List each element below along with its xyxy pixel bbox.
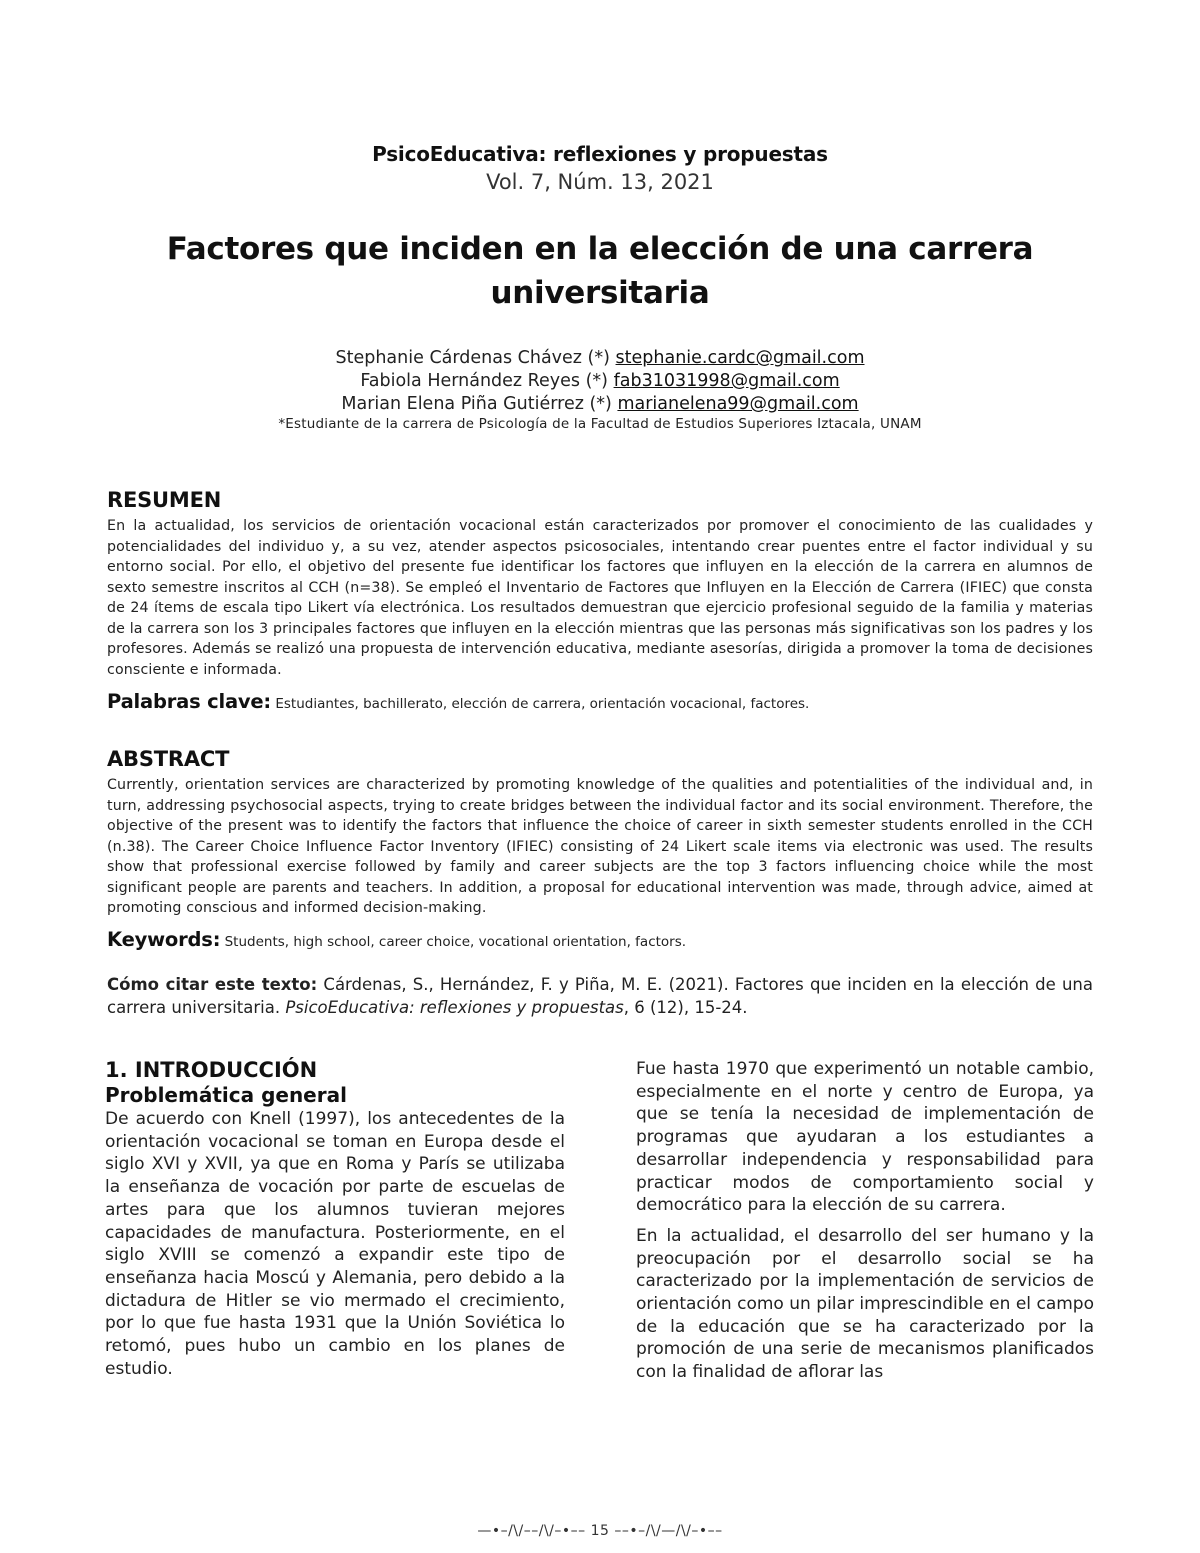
- author-line: [0, 347, 1200, 370]
- citation: [107, 973, 1093, 1019]
- citation-text: Cárdenas, S., Hernández, F. y Piña, M. E. (2021). Factores que inciden en la elección de una carrera universitaria.: [107, 975, 1094, 1017]
- author-name: Stephanie Cárdenas Chávez (*): [335, 348, 616, 368]
- introduction-heading: 1. INTRODUCCIÓN: [105, 1058, 318, 1082]
- abstract-heading: ABSTRACT: [107, 747, 230, 771]
- author-list: [0, 347, 1200, 416]
- author-name: Fabiola Hernández Reyes (*): [360, 371, 614, 391]
- palabras-clave: [107, 690, 1093, 713]
- left-column: [105, 1058, 565, 1388]
- palabras-clave-label: Palabras clave:: [107, 690, 272, 713]
- author-line: [0, 370, 1200, 393]
- author-name: Marian Elena Piña Gutiérrez (*): [341, 394, 618, 414]
- body-paragraph: Fue hasta 1970 que experimentó un notable cambio, especialmente en el norte y centro de Europa, ya que se tenía la necesidad de implementación de programas que ayudaran a los estudiantes a desarrollar independencia y responsabilidad para practicar modos de comportamiento social y democrático para la elección de su carrera.: [636, 1059, 1094, 1216]
- palabras-clave-text: Estudiantes, bachillerato, elección de carrera, orientación vocacional, factores.: [271, 696, 810, 712]
- author-email-link[interactable]: stephanie.cardc@gmail.com: [615, 348, 865, 368]
- right-column: [636, 1058, 1094, 1392]
- author-line: [0, 393, 1200, 416]
- author-email-link[interactable]: marianelena99@gmail.com: [617, 394, 859, 414]
- citation-journal: PsicoEducativa: reflexiones y propuestas: [285, 998, 624, 1017]
- introduction-subheading: Problemática general: [105, 1083, 347, 1107]
- author-email-link[interactable]: fab31031998@gmail.com: [613, 371, 840, 391]
- paper-title: Factores que inciden en la elección de una carrera universitaria: [166, 231, 1034, 311]
- citation-volume: , 6 (12), 15-24.: [623, 998, 748, 1017]
- body-paragraph: De acuerdo con Knell (1997), los antecedentes de la orientación vocacional se toman en Europa desde el siglo XVI y XVII, ya que en Roma y París se utilizaba la enseñanza de vocación por parte de escuelas de artes para que los alumnos tuvieran mejores capacidades de manufactura. Posteriormente, en el siglo XVIII se comenzó a expandir este tipo de enseñanza hacia Moscú y Alemania, pero debido a la dictadura de Hitler se vio mermado el crecimiento, por lo que fue hasta 1931 que la Unión Soviética lo retomó, pues hubo un cambio en los planes de estudio.: [105, 1109, 565, 1379]
- citation-label: Cómo citar este texto:: [107, 975, 318, 994]
- keywords-label: Keywords:: [107, 928, 221, 951]
- resumen-heading: RESUMEN: [107, 488, 222, 512]
- page-footer: —•–/\/––/\/–•–– 15 ––•–/\/—/\/–•––: [477, 1523, 723, 1539]
- body-paragraph: En la actualidad, el desarrollo del ser humano y la preocupación por el desarrollo social se ha caracterizado por la implementación de servicios de orientación como un pilar imprescindible en el campo de la educación que se ha caracterizado por la promoción de una serie de mecanismos planificados con la finalidad de aflorar las: [636, 1225, 1094, 1383]
- abstract-text: Currently, orientation services are characterized by promoting knowledge of the qualities and potentialities of the individual and, in turn, addressing psychosocial aspects, trying to create bridges between the individual factor and its social environment. Therefore, the objective of the present was to identify the factors that influence the choice of career in sixth semester students enrolled in the CCH (n.38). The Career Choice Influence Factor Inventory (IFIEC) consisting of 24 Likert scale items via electronic was used. The results show that professional exercise followed by family and career subjects are the top 3 factors influencing choice while the most significant people are parents and teachers. In addition, a proposal for educational intervention was made, through advice, aimed at promoting conscious and informed decision-making.: [107, 777, 1093, 916]
- affiliation: *Estudiante de la carrera de Psicología de la Facultad de Estudios Superiores Iztacala, UNAM: [278, 416, 922, 432]
- keywords-text: Students, high school, career choice, vocational orientation, factors.: [220, 934, 687, 950]
- resumen-text: En la actualidad, los servicios de orientación vocacional están caracterizados por promover el conocimiento de las cualidades y potencialidades del individuo y, a su vez, atender aspectos psicosociales, intentando crear puentes entre el factor individual y su entorno social. Por ello, el objetivo del presente fue identificar los factores que influyen en la elección de la carrera en alumnos de sexto semestre inscritos al CCH (n=38). Se empleó el Inventario de Factores que Influyen en la Elección de Carrera (IFIEC) que consta de 24 ítems de escala tipo Likert vía electrónica. Los resultados demuestran que ejercicio profesional seguido de la familia y materias de la carrera son los 3 principales factores que influyen en la elección mientras que las personas más significativas son los padres y los profesores. Además se realizó una propuesta de intervención educativa, mediante asesorías, dirigida a promover la toma de decisiones consciente e informada.: [107, 518, 1093, 678]
- volume-info: Vol. 7, Núm. 13, 2021: [486, 170, 714, 194]
- journal-name: PsicoEducativa: reflexiones y propuestas: [372, 142, 828, 166]
- keywords: [107, 928, 1093, 951]
